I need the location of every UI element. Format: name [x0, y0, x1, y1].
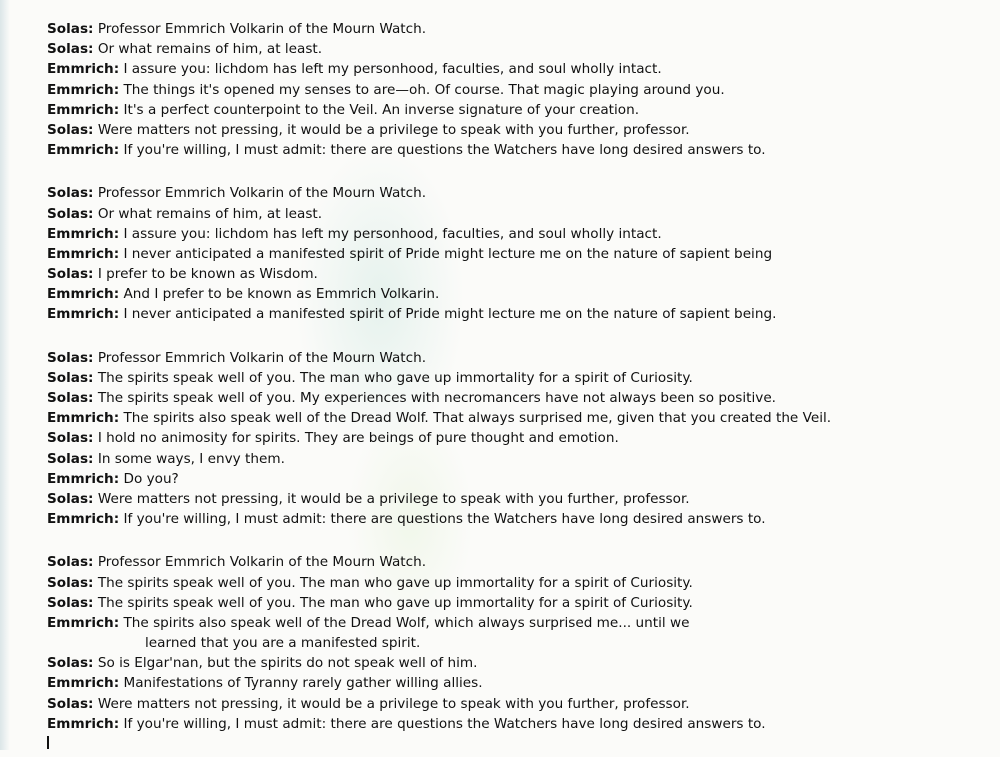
- speaker-name: Emmrich:: [47, 511, 120, 528]
- dialogue-line: [47, 489, 987, 509]
- speaker-name: Solas:: [47, 655, 94, 672]
- dialogue-text: The spirits also speak well of the Dread Wolf. That always surprised me, given that you created the Veil.: [119, 410, 832, 427]
- dialogue-line: [47, 552, 987, 572]
- dialogue-line: [47, 673, 987, 693]
- dialogue-line: [47, 509, 987, 529]
- dialogue-text: If you're willing, I must admit: there are questions the Watchers have long desired answers to.: [119, 511, 766, 528]
- dialogue-text: Were matters not pressing, it would be a privilege to speak with you further, professor.: [93, 695, 690, 712]
- speaker-name: Solas:: [47, 41, 94, 58]
- speaker-name: Solas:: [47, 349, 94, 366]
- speaker-name: Solas:: [47, 490, 94, 507]
- speaker-name: Solas:: [47, 369, 94, 386]
- speaker-name: Emmrich:: [47, 142, 120, 159]
- speaker-name: Emmrich:: [47, 101, 120, 118]
- dialogue-line: [47, 388, 987, 408]
- dialogue-line: [47, 80, 987, 100]
- dialogue-line: [47, 183, 987, 203]
- dialogue-text: And I prefer to be known as Emmrich Volkarin.: [119, 286, 440, 303]
- dialogue-line: [47, 613, 987, 633]
- dialogue-line: [47, 39, 987, 59]
- speaker-name: Solas:: [47, 185, 94, 202]
- dialogue-text: Were matters not pressing, it would be a privilege to speak with you further, professor.: [93, 121, 690, 138]
- dialogue-text: Or what remains of him, at least.: [93, 41, 323, 58]
- dialogue-text: I never anticipated a manifested spirit of Pride might lecture me on the nature of sapient being: [119, 245, 773, 262]
- dialogue-text: If you're willing, I must admit: there are questions the Watchers have long desired answers to.: [119, 715, 766, 732]
- dialogue-line: [47, 19, 987, 39]
- text-cursor: [47, 736, 49, 749]
- dialogue-line-continuation: [47, 633, 987, 653]
- dialogue-block-3: [47, 348, 987, 530]
- dialogue-text: I never anticipated a manifested spirit of Pride might lecture me on the nature of sapient being.: [119, 306, 777, 323]
- speaker-name: Solas:: [47, 450, 94, 467]
- dialogue-text: Or what remains of him, at least.: [93, 205, 323, 222]
- speaker-name: Emmrich:: [47, 81, 120, 98]
- dialogue-text: Were matters not pressing, it would be a privilege to speak with you further, professor.: [93, 490, 690, 507]
- dialogue-line: [47, 408, 987, 428]
- speaker-name: Solas:: [47, 594, 94, 611]
- speaker-name: Emmrich:: [47, 245, 120, 262]
- dialogue-line: [47, 653, 987, 673]
- dialogue-text: In some ways, I envy them.: [93, 450, 285, 467]
- dialogue-text: Professor Emmrich Volkarin of the Mourn Watch.: [93, 554, 427, 571]
- dialogue-line: [47, 140, 987, 160]
- dialogue-text: The spirits also speak well of the Dread Wolf, which always surprised me... until we: [119, 614, 690, 631]
- dialogue-text: The spirits speak well of you. The man who gave up immortality for a spirit of Curiosity.: [93, 574, 693, 591]
- dialogue-document: [47, 19, 987, 757]
- speaker-name: Solas:: [47, 266, 94, 283]
- dialogue-line: [47, 428, 987, 448]
- dialogue-text: I assure you: lichdom has left my personhood, faculties, and soul wholly intact.: [119, 225, 662, 242]
- speaker-name: Emmrich:: [47, 410, 120, 427]
- dialogue-text: The spirits speak well of you. The man who gave up immortality for a spirit of Curiosity.: [93, 594, 693, 611]
- dialogue-line: [47, 244, 987, 264]
- dialogue-text: So is Elgar'nan, but the spirits do not speak well of him.: [93, 655, 478, 672]
- dialogue-text: The things it's opened my senses to are—oh. Of course. That magic playing around you.: [119, 81, 725, 98]
- dialogue-line: [47, 573, 987, 593]
- dialogue-text: Professor Emmrich Volkarin of the Mourn Watch.: [93, 185, 427, 202]
- speaker-name: Emmrich:: [47, 306, 120, 323]
- dialogue-line: [47, 264, 987, 284]
- dialogue-block-2: [47, 183, 987, 324]
- speaker-name: Emmrich:: [47, 286, 120, 303]
- dialogue-text: Professor Emmrich Volkarin of the Mourn Watch.: [93, 349, 427, 366]
- speaker-name: Solas:: [47, 430, 94, 447]
- speaker-name: Emmrich:: [47, 61, 120, 78]
- dialogue-line: [47, 469, 987, 489]
- speaker-name: Solas:: [47, 554, 94, 571]
- speaker-name: Solas:: [47, 695, 94, 712]
- dialogue-line: [47, 204, 987, 224]
- dialogue-block-1: [47, 19, 987, 160]
- dialogue-text: The spirits speak well of you. The man who gave up immortality for a spirit of Curiosity.: [93, 369, 693, 386]
- speaker-name: Solas:: [47, 121, 94, 138]
- dialogue-text: If you're willing, I must admit: there are questions the Watchers have long desired answers to.: [119, 142, 766, 159]
- dialogue-line: [47, 120, 987, 140]
- speaker-name: Emmrich:: [47, 470, 120, 487]
- dialogue-text: Professor Emmrich Volkarin of the Mourn Watch.: [93, 21, 427, 37]
- dialogue-line: [47, 449, 987, 469]
- dialogue-text: learned that you are a manifested spirit.: [145, 635, 421, 652]
- dialogue-text: The spirits speak well of you. My experiences with necromancers have not always been so positive.: [93, 390, 777, 406]
- dialogue-line: [47, 348, 987, 368]
- speaker-name: Solas:: [47, 21, 94, 37]
- dialogue-line: [47, 284, 987, 304]
- dialogue-block-4: [47, 552, 987, 734]
- dialogue-line: [47, 593, 987, 613]
- dialogue-line: [47, 100, 987, 120]
- speaker-name: Emmrich:: [47, 225, 120, 242]
- dialogue-line: [47, 304, 987, 324]
- speaker-name: Solas:: [47, 205, 94, 222]
- dialogue-text: It's a perfect counterpoint to the Veil. An inverse signature of your creation.: [119, 101, 640, 118]
- dialogue-line: [47, 59, 987, 79]
- dialogue-text: I prefer to be known as Wisdom.: [93, 266, 318, 283]
- dialogue-text: Manifestations of Tyranny rarely gather willing allies.: [119, 675, 483, 692]
- dialogue-line: [47, 694, 987, 714]
- speaker-name: Emmrich:: [47, 715, 120, 732]
- dialogue-line: [47, 368, 987, 388]
- dialogue-line: [47, 224, 987, 244]
- dialogue-line: [47, 714, 987, 734]
- speaker-name: Emmrich:: [47, 614, 120, 631]
- speaker-name: Solas:: [47, 574, 94, 591]
- dialogue-text: I hold no animosity for spirits. They are beings of pure thought and emotion.: [93, 430, 619, 447]
- speaker-name: Solas:: [47, 390, 94, 406]
- dialogue-text: Do you?: [119, 470, 179, 487]
- dialogue-text: I assure you: lichdom has left my personhood, faculties, and soul wholly intact.: [119, 61, 662, 78]
- speaker-name: Emmrich:: [47, 675, 120, 692]
